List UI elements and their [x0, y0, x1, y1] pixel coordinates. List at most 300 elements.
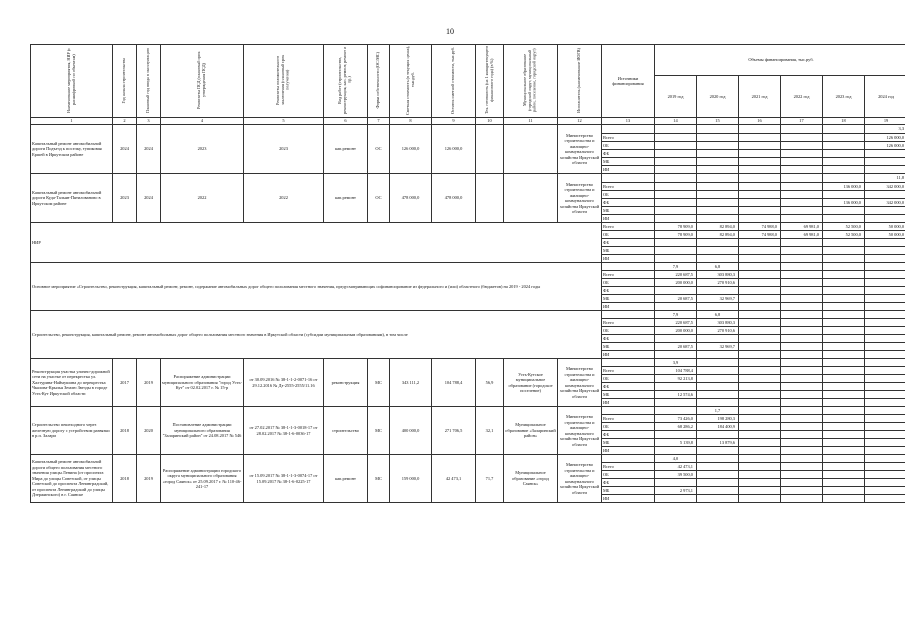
table-cell [739, 471, 781, 479]
table-cell [739, 166, 781, 174]
table-cell: 32 969,7 [697, 295, 739, 303]
table-cell [781, 207, 823, 215]
table-cell [697, 463, 739, 471]
source-label: ФБ [602, 239, 655, 247]
table-cell [865, 295, 905, 303]
table-cell [823, 447, 865, 455]
header-funding: Объемы финансирования, тыс.руб. [655, 45, 905, 76]
row-ready [476, 125, 504, 174]
table-cell [781, 142, 823, 150]
table-cell [697, 247, 739, 255]
table-cell [655, 479, 697, 487]
row-exec: Министерство строительства и жилищно-коммунального хозяйства Иркутской области [558, 407, 602, 455]
row-ready: 32,1 [476, 407, 504, 455]
table-cell [823, 351, 865, 359]
table-cell: 73 426,0 [655, 415, 697, 423]
table-cell: 6,8 [697, 263, 739, 271]
table-cell [739, 125, 781, 134]
table-cell [697, 391, 739, 399]
source-label: МБ [602, 439, 655, 447]
table-cell: 200 000,0 [655, 327, 697, 335]
table-cell [823, 335, 865, 343]
table-cell [739, 150, 781, 158]
table-cell [781, 399, 823, 407]
table-cell [697, 351, 739, 359]
value-cell: 136 000,0 [823, 183, 865, 191]
table-cell [781, 351, 823, 359]
table-cell [781, 287, 823, 295]
table-cell [781, 271, 823, 279]
table-row [31, 174, 905, 183]
table-cell [823, 263, 865, 271]
table-cell [781, 383, 823, 391]
table-cell [781, 391, 823, 399]
source-label: Всего [602, 223, 655, 231]
table-cell [865, 271, 905, 279]
table-cell: 220 687,5 [655, 319, 697, 327]
table-cell [865, 367, 905, 375]
row-psd: Распоряжение администрации городского округа муниципального образования «город Саянск» от 25.09.2017 г. № 110-46-241-17 [161, 455, 244, 503]
source-label: ФБ [602, 150, 655, 158]
table-cell [865, 463, 905, 471]
table-cell [781, 263, 823, 271]
table-cell [823, 279, 865, 287]
table-cell [739, 239, 781, 247]
table-cell [781, 455, 823, 463]
source-label: МБ [602, 343, 655, 351]
table-cell [823, 343, 865, 351]
col-num: 7 [368, 118, 390, 125]
table-cell [655, 255, 697, 263]
table-cell [739, 447, 781, 455]
table-cell [739, 271, 781, 279]
value-cell: 342 000,0 [865, 183, 905, 191]
table-cell: 13 879,6 [697, 439, 739, 447]
table-row [31, 223, 905, 231]
table-cell [823, 415, 865, 423]
table-cell [781, 463, 823, 471]
header-row [31, 45, 905, 76]
row-work: кап.ремонт [324, 174, 368, 223]
table-cell: 50 000,0 [865, 231, 905, 239]
table-cell [739, 391, 781, 399]
row-own: МС [368, 455, 390, 503]
row-start: 2017 [113, 359, 137, 407]
table-cell [739, 287, 781, 295]
row-own: ОС [368, 174, 390, 223]
table-cell [781, 150, 823, 158]
table-cell [823, 407, 865, 415]
table-cell [781, 255, 823, 263]
row-name: Капитальный ремонт автомобильной дороги Подъезд к поселку, тупиковая Ершей в Иркутском районе [31, 125, 113, 174]
table-cell [655, 247, 697, 255]
table-row [31, 311, 905, 319]
table-cell [739, 255, 781, 263]
row-ready: 56,9 [476, 359, 504, 407]
header-executor: Исполнитель (наименование ИОГВ) [558, 45, 602, 118]
table-cell [697, 487, 739, 495]
table-cell [602, 359, 655, 367]
source-label: ИИ [602, 351, 655, 359]
table-cell [865, 327, 905, 335]
table-cell [739, 495, 781, 503]
row-exec: Министерство строительства и жилищно-коммунального хозяйства Иркутской области [558, 359, 602, 407]
table-cell [865, 391, 905, 399]
row-start: 2018 [113, 455, 137, 503]
table-cell [739, 415, 781, 423]
table-cell [865, 150, 905, 158]
col-num: 6 [324, 118, 368, 125]
col-num: 13 [602, 118, 655, 125]
table-cell [865, 359, 905, 367]
source-label: ОБ [602, 471, 655, 479]
row-psd: 2022 [161, 174, 244, 223]
table-cell [655, 495, 697, 503]
source-label: ОБ [602, 142, 655, 150]
row-name: НИР [31, 223, 602, 263]
table-cell [655, 158, 697, 166]
table-cell: 12 574,6 [655, 391, 697, 399]
table-cell [781, 471, 823, 479]
header-work-type: Вид работ (строительство, реконструкция, кап. ремонт, ремонт и пр.) [324, 45, 368, 118]
table-cell [739, 487, 781, 495]
table-cell [739, 383, 781, 391]
table-cell [823, 239, 865, 247]
row-name: Капитальный ремонт автомобильной дороги Куда-Тальян-Пятилованово в Иркутском районе [31, 174, 113, 223]
source-label: ОБ [602, 423, 655, 431]
table-cell [865, 343, 905, 351]
col-num: 14 [655, 118, 697, 125]
col-num: 10 [476, 118, 504, 125]
table-cell [697, 431, 739, 439]
table-cell [781, 303, 823, 311]
table-cell [781, 174, 823, 183]
table-cell [781, 359, 823, 367]
table-cell [697, 125, 739, 134]
table-cell [823, 455, 865, 463]
table-cell [697, 158, 739, 166]
table-cell [697, 191, 739, 199]
row-exam: от 30.09.2016 № 38-1-1-2-0071-16 от 29.12.2016 № Дз-2555-2555/11.16 [244, 359, 324, 407]
table-cell [655, 174, 697, 183]
table-cell [739, 215, 781, 223]
header-readiness: Тех. готовность (на 1 января текущего финансового года) (в %) [476, 45, 504, 118]
table-cell [823, 215, 865, 223]
table-cell [697, 134, 739, 142]
table-cell [739, 343, 781, 351]
table-cell [655, 351, 697, 359]
table-cell [781, 375, 823, 383]
row-ready [476, 174, 504, 223]
table-cell [781, 166, 823, 174]
table-cell: 20 687,5 [655, 295, 697, 303]
table-cell [823, 295, 865, 303]
table-cell [865, 191, 905, 199]
table-cell [697, 383, 739, 391]
row-rest: 42 473,1 [432, 455, 476, 503]
table-cell [697, 479, 739, 487]
table-cell [823, 255, 865, 263]
table-cell [602, 174, 655, 183]
table-cell [865, 487, 905, 495]
row-end: 2024 [137, 125, 161, 174]
table-cell [865, 255, 905, 263]
table-cell [865, 415, 905, 423]
table-cell [823, 431, 865, 439]
table-cell [865, 431, 905, 439]
table-cell [823, 439, 865, 447]
year-2022: 2022 год [781, 76, 823, 118]
table-cell [739, 375, 781, 383]
table-cell [823, 479, 865, 487]
table-cell [823, 399, 865, 407]
table-cell [739, 455, 781, 463]
table-cell: 200 000,0 [655, 279, 697, 287]
table-cell [865, 407, 905, 415]
header-cost: Сметная стоимость (в текущих ценах), тыс.руб. [390, 45, 432, 118]
source-label: ОБ [602, 191, 655, 199]
table-cell [823, 391, 865, 399]
col-num: 11 [504, 118, 558, 125]
table-cell [823, 319, 865, 327]
table-cell [602, 125, 655, 134]
table-cell [739, 423, 781, 431]
col-num: 1 [31, 118, 113, 125]
header-ownership: Форма собственности (ОС/МС) [368, 45, 390, 118]
row-name: Строительство, реконструкция, капитальный ремонт, ремонт автомобильных дорог общего пользования местного значения в Иркутской области (субсидии муниципальным образованиям), в том числе [31, 311, 602, 359]
table-cell [739, 174, 781, 183]
row-own: МС [368, 407, 390, 455]
table-cell: 7,9 [655, 263, 697, 271]
table-cell: 42 473,1 [655, 463, 697, 471]
table-cell: 52 500,0 [823, 223, 865, 231]
row-name: Строительство пешеходного через железную дорогу с устройством развязки в р.п. Залари [31, 407, 113, 455]
table-cell: 52 500,0 [823, 231, 865, 239]
table-cell [655, 134, 697, 142]
table-cell [697, 367, 739, 375]
table-cell: 6,8 [697, 311, 739, 319]
financing-table [30, 44, 905, 600]
table-cell [781, 125, 823, 134]
share-cell: 11,8 [865, 174, 905, 183]
table-cell [655, 207, 697, 215]
table-cell [865, 423, 905, 431]
table-cell [823, 207, 865, 215]
row-work: строительство [324, 407, 368, 455]
row-mo: Муниципальное образование «город Саянск» [504, 455, 558, 503]
header-remaining: Остаток сметной стоимости, тыс.руб. [432, 45, 476, 118]
table-cell: 78 909,0 [655, 231, 697, 239]
table-cell [655, 239, 697, 247]
table-cell [739, 263, 781, 271]
table-cell [655, 447, 697, 455]
table-cell [739, 134, 781, 142]
table-cell [823, 303, 865, 311]
table-cell: 198 280,3 [697, 415, 739, 423]
row-cost: 343 111,2 [390, 359, 432, 407]
table-cell [697, 207, 739, 215]
table-cell [697, 183, 739, 191]
col-num: 17 [781, 118, 823, 125]
table-cell: 78 909,0 [655, 223, 697, 231]
table-cell [739, 407, 781, 415]
table-cell [697, 375, 739, 383]
source-label: ИИ [602, 215, 655, 223]
source-label: МБ [602, 207, 655, 215]
table-cell [781, 327, 823, 335]
row-psd: Распоряжение администрации муниципального образования "город Усть-Кут" от 02.02.2017 г. № 15-р [161, 359, 244, 407]
table-cell: 104 788,4 [655, 367, 697, 375]
table-cell [781, 247, 823, 255]
table-cell [655, 303, 697, 311]
table-cell: 4,0 [655, 455, 697, 463]
table-cell [781, 487, 823, 495]
table-cell [865, 207, 905, 215]
table-cell [823, 463, 865, 471]
col-num: 18 [823, 118, 865, 125]
table-cell: 69 981,0 [781, 223, 823, 231]
table-cell [781, 199, 823, 207]
table-cell [739, 158, 781, 166]
table-row [31, 125, 905, 134]
source-label: ФБ [602, 287, 655, 295]
row-own: ОС [368, 125, 390, 174]
table-cell [697, 495, 739, 503]
table-cell [655, 199, 697, 207]
table-cell [781, 423, 823, 431]
row-exec: Министерство строительства и жилищно-коммунального хозяйства Иркутской области [558, 455, 602, 503]
table-cell [865, 479, 905, 487]
table-cell [697, 287, 739, 295]
col-num: 2 [113, 118, 137, 125]
year-2019: 2019 год [655, 76, 697, 118]
table-cell: 5 139,8 [655, 439, 697, 447]
table-cell: 270 910,6 [697, 327, 739, 335]
table-cell [739, 479, 781, 487]
table-cell [739, 463, 781, 471]
table-cell [823, 142, 865, 150]
row-cost: 126 000,0 [390, 125, 432, 174]
table-cell [655, 287, 697, 295]
table-cell [781, 335, 823, 343]
table-cell [602, 311, 655, 319]
table-cell [865, 247, 905, 255]
table-cell [655, 215, 697, 223]
table-cell [865, 311, 905, 319]
header-sources: Источники финансирования [602, 45, 655, 118]
row-rest: 478 000,0 [432, 174, 476, 223]
table-cell [739, 359, 781, 367]
row-exam: от 15.09.2017 № 38-1-1-3-0074-17 от 15.09.2017 № 38-1-6-0225-17 [244, 455, 324, 503]
table-cell: 74 988,0 [739, 231, 781, 239]
row-exec: Министерство строительства и жилищно-коммунального хозяйства Иркутской области [558, 125, 602, 174]
table-cell: 74 988,0 [739, 223, 781, 231]
table-cell [781, 447, 823, 455]
table-cell [865, 399, 905, 407]
year-2024: 2024 год [865, 76, 905, 118]
source-label: Всего [602, 183, 655, 191]
table-cell [655, 431, 697, 439]
header-municipality: Муниципальное образование (городской округ, муниципальный район, поселение, городской округ) [504, 45, 558, 118]
table-cell [865, 439, 905, 447]
table-cell [781, 407, 823, 415]
table-cell [739, 247, 781, 255]
table-cell [865, 263, 905, 271]
table-cell [823, 271, 865, 279]
row-work: кап.ремонт [324, 125, 368, 174]
row-start: 2024 [113, 125, 137, 174]
table-cell [655, 183, 697, 191]
row-exam: от 27.02.2017 № 38-1-1-3-0018-17 от 28.02.2017 № 38-1-6-0036-17 [244, 407, 324, 455]
table-cell [739, 335, 781, 343]
table-cell [739, 207, 781, 215]
source-label: ФБ [602, 383, 655, 391]
row-mo: Муниципальное образование «Заларинский район» [504, 407, 558, 455]
row-end: 2020 [137, 407, 161, 455]
table-cell [823, 150, 865, 158]
year-2020: 2020 год [697, 76, 739, 118]
table-cell [865, 351, 905, 359]
source-label: Всего [602, 415, 655, 423]
row-name: Реконструкция участка улично-дорожной сети на участке от перекрестка ул. Халтурина-Наймушина до перекрестка Чкалова-Крылья Землю Звезды в городе Усть-Кут Иркутской области [31, 359, 113, 407]
col-num: 16 [739, 118, 781, 125]
table-cell [823, 367, 865, 375]
table-cell [823, 191, 865, 199]
table-cell: 303 880,3 [697, 271, 739, 279]
source-label: ИИ [602, 399, 655, 407]
table-cell [781, 319, 823, 327]
table-cell [739, 279, 781, 287]
table-cell: 1,7 [697, 407, 739, 415]
source-label: МБ [602, 391, 655, 399]
page-number: 10 [446, 27, 454, 36]
table-cell [655, 142, 697, 150]
value-cell: 342 000,0 [865, 199, 905, 207]
row-rest: 126 000,0 [432, 125, 476, 174]
col-num: 19 [865, 118, 905, 125]
table-cell [781, 158, 823, 166]
table-cell [739, 439, 781, 447]
header-name: Наименование мероприятия, НИР (с расшифровкой по объектам) [31, 45, 113, 118]
source-label: ИИ [602, 166, 655, 174]
table-cell [697, 471, 739, 479]
table-cell [697, 455, 739, 463]
row-exec: Министерство строительства и жилищно-коммунального хозяйства Иркутской области [558, 174, 602, 223]
table-cell [739, 431, 781, 439]
table-cell [781, 343, 823, 351]
table-cell [781, 431, 823, 439]
table-cell: 3,9 [655, 359, 697, 367]
table-cell [739, 311, 781, 319]
source-label: МБ [602, 487, 655, 495]
table-cell [865, 471, 905, 479]
source-label: МБ [602, 247, 655, 255]
source-label: Всего [602, 271, 655, 279]
table-cell [602, 263, 655, 271]
table-row [31, 263, 905, 271]
table-cell [655, 399, 697, 407]
table-cell [697, 166, 739, 174]
value-cell: 136 000,0 [823, 199, 865, 207]
table-cell: 184 400,9 [697, 423, 739, 431]
table-row [31, 455, 905, 463]
source-label: ФБ [602, 431, 655, 439]
table-cell [697, 199, 739, 207]
table-cell [865, 158, 905, 166]
year-2023: 2023 год [823, 76, 865, 118]
table-cell [655, 150, 697, 158]
table-cell [865, 495, 905, 503]
